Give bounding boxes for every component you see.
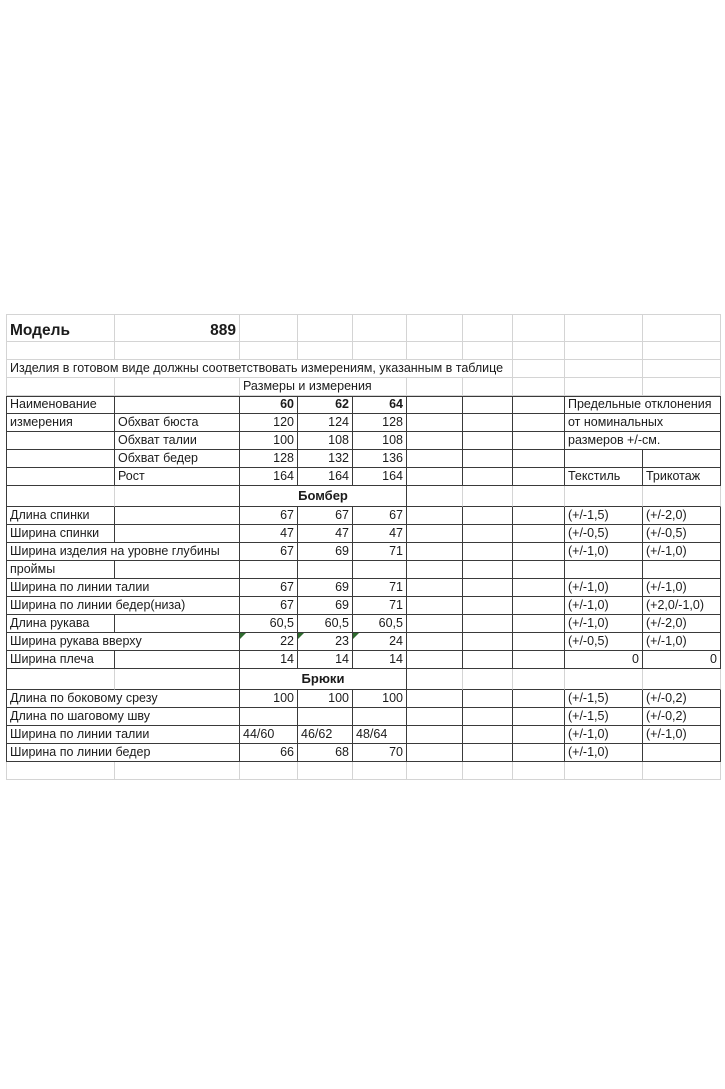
empty-cell[interactable] bbox=[463, 561, 513, 579]
measure-value-cell[interactable]: 100 bbox=[240, 432, 298, 450]
value-cell[interactable]: 14 bbox=[353, 651, 407, 669]
empty-cell[interactable] bbox=[463, 762, 513, 780]
empty-cell[interactable] bbox=[407, 314, 463, 342]
empty-cell[interactable] bbox=[463, 396, 513, 414]
value-cell[interactable]: 14 bbox=[298, 651, 353, 669]
empty-cell[interactable] bbox=[407, 543, 463, 561]
empty-cell[interactable] bbox=[565, 360, 643, 378]
empty-cell[interactable] bbox=[513, 690, 565, 708]
empty-cell[interactable] bbox=[463, 651, 513, 669]
knit-deviation-cell[interactable]: (+/-1,0) bbox=[643, 579, 721, 597]
row-label-cell[interactable]: проймы bbox=[6, 561, 115, 579]
empty-cell[interactable] bbox=[298, 314, 353, 342]
empty-cell[interactable] bbox=[513, 708, 565, 726]
value-cell[interactable]: 46/62 bbox=[298, 726, 353, 744]
empty-cell[interactable] bbox=[463, 342, 513, 360]
empty-cell[interactable] bbox=[565, 378, 643, 396]
empty-cell[interactable] bbox=[407, 615, 463, 633]
value-cell[interactable]: 67 bbox=[353, 507, 407, 525]
textile-deviation-cell[interactable]: (+/-1,5) bbox=[565, 708, 643, 726]
measure-value-cell[interactable]: 164 bbox=[240, 468, 298, 486]
measure-row bbox=[6, 432, 721, 450]
measure-value-cell[interactable]: 132 bbox=[298, 450, 353, 468]
empty-cell[interactable] bbox=[643, 378, 721, 396]
value-cell[interactable]: 22 bbox=[240, 633, 298, 651]
value-cell[interactable]: 47 bbox=[240, 525, 298, 543]
empty-cell[interactable] bbox=[513, 378, 565, 396]
table-row bbox=[6, 561, 721, 579]
empty-cell[interactable] bbox=[463, 507, 513, 525]
empty-cell[interactable] bbox=[6, 669, 115, 690]
empty-cell[interactable] bbox=[407, 432, 463, 450]
textile-deviation-cell[interactable]: (+/-0,5) bbox=[565, 525, 643, 543]
knit-deviation-cell[interactable]: 0 bbox=[643, 651, 721, 669]
empty-cell[interactable] bbox=[407, 525, 463, 543]
row-label-cell[interactable]: Длина спинки bbox=[6, 507, 115, 525]
empty-cell[interactable] bbox=[115, 615, 240, 633]
empty-cell[interactable] bbox=[463, 633, 513, 651]
empty-cell[interactable] bbox=[463, 708, 513, 726]
empty-cell[interactable] bbox=[513, 579, 565, 597]
empty-cell[interactable] bbox=[240, 762, 298, 780]
knit-deviation-cell[interactable]: (+/-2,0) bbox=[643, 615, 721, 633]
knit-deviation-cell[interactable] bbox=[643, 561, 721, 579]
value-cell[interactable]: 60,5 bbox=[240, 615, 298, 633]
empty-cell[interactable] bbox=[463, 579, 513, 597]
empty-cell[interactable] bbox=[513, 726, 565, 744]
empty-cell[interactable] bbox=[240, 342, 298, 360]
row-label-cell[interactable]: Ширина по линии бедер bbox=[6, 744, 240, 762]
row-label-cell[interactable]: Ширина спинки bbox=[6, 525, 115, 543]
table-row bbox=[6, 726, 721, 744]
value-cell[interactable]: 100 bbox=[353, 690, 407, 708]
value-cell[interactable]: 47 bbox=[353, 525, 407, 543]
empty-row bbox=[6, 762, 721, 780]
empty-cell[interactable] bbox=[565, 342, 643, 360]
value-cell[interactable]: 71 bbox=[353, 543, 407, 561]
empty-cell[interactable] bbox=[565, 486, 643, 507]
row-label-cell[interactable]: Ширина изделия на уровне глубины bbox=[6, 543, 240, 561]
empty-cell[interactable] bbox=[115, 561, 240, 579]
empty-cell[interactable] bbox=[115, 525, 240, 543]
row-label-cell[interactable]: Ширина по линии талии bbox=[6, 726, 240, 744]
empty-cell[interactable] bbox=[353, 314, 407, 342]
measure-label-cell[interactable]: Рост bbox=[115, 468, 240, 486]
table-row bbox=[6, 579, 721, 597]
empty-cell[interactable] bbox=[565, 314, 643, 342]
intro-row bbox=[6, 360, 721, 378]
empty-cell[interactable] bbox=[298, 342, 353, 360]
empty-cell[interactable] bbox=[463, 615, 513, 633]
empty-cell[interactable] bbox=[513, 669, 565, 690]
empty-cell[interactable] bbox=[513, 561, 565, 579]
empty-cell[interactable] bbox=[6, 432, 115, 450]
value-cell[interactable]: 71 bbox=[353, 579, 407, 597]
empty-cell[interactable] bbox=[115, 342, 240, 360]
measure-value-cell[interactable]: 124 bbox=[298, 414, 353, 432]
empty-cell[interactable] bbox=[513, 432, 565, 450]
empty-cell[interactable] bbox=[115, 486, 240, 507]
empty-cell[interactable] bbox=[463, 525, 513, 543]
value-cell[interactable]: 14 bbox=[240, 651, 298, 669]
measure-value-cell[interactable]: 164 bbox=[353, 468, 407, 486]
empty-cell[interactable] bbox=[463, 744, 513, 762]
sheet-title-row bbox=[6, 378, 721, 396]
header-name-cell[interactable]: Наименование bbox=[6, 396, 115, 414]
value-cell[interactable] bbox=[298, 561, 353, 579]
textile-deviation-cell[interactable] bbox=[565, 561, 643, 579]
row-label-cell[interactable]: Ширина по линии талии bbox=[6, 579, 240, 597]
empty-cell[interactable] bbox=[407, 486, 463, 507]
knit-deviation-cell[interactable]: (+/-0,5) bbox=[643, 525, 721, 543]
measure-value-cell[interactable]: 108 bbox=[298, 432, 353, 450]
empty-cell[interactable] bbox=[407, 579, 463, 597]
empty-cell[interactable] bbox=[513, 744, 565, 762]
empty-cell[interactable] bbox=[513, 314, 565, 342]
empty-cell[interactable] bbox=[115, 396, 240, 414]
value-cell[interactable]: 67 bbox=[240, 543, 298, 561]
worksheet-grid bbox=[6, 314, 721, 780]
empty-cell[interactable] bbox=[407, 708, 463, 726]
value-cell[interactable]: 100 bbox=[298, 690, 353, 708]
empty-cell[interactable] bbox=[463, 726, 513, 744]
error-indicator-icon bbox=[298, 633, 304, 639]
empty-cell[interactable] bbox=[6, 342, 115, 360]
knit-deviation-cell[interactable]: (+/-0,2) bbox=[643, 708, 721, 726]
table-row bbox=[6, 615, 721, 633]
sheet-title-cell[interactable]: Размеры и измерения bbox=[240, 378, 407, 396]
table-row bbox=[6, 651, 721, 669]
empty-cell[interactable] bbox=[463, 378, 513, 396]
value-cell[interactable]: 71 bbox=[353, 597, 407, 615]
value-cell[interactable]: 24 bbox=[353, 633, 407, 651]
model-label-cell[interactable]: Модель bbox=[6, 314, 115, 342]
measure-row bbox=[6, 450, 721, 468]
value-cell[interactable]: 67 bbox=[240, 597, 298, 615]
textile-deviation-cell[interactable]: 0 bbox=[565, 651, 643, 669]
value-cell[interactable]: 67 bbox=[240, 579, 298, 597]
value-cell[interactable]: 23 bbox=[298, 633, 353, 651]
value-cell[interactable]: 69 bbox=[298, 579, 353, 597]
row-label-cell[interactable]: Длина рукава bbox=[6, 615, 115, 633]
empty-cell[interactable] bbox=[407, 597, 463, 615]
textile-header-cell[interactable]: Текстиль bbox=[565, 468, 643, 486]
empty-cell[interactable] bbox=[115, 762, 240, 780]
textile-deviation-cell[interactable]: (+/-0,5) bbox=[565, 633, 643, 651]
value-cell[interactable]: 47 bbox=[298, 525, 353, 543]
table-row bbox=[6, 633, 721, 651]
empty-cell[interactable] bbox=[115, 378, 240, 396]
error-indicator-icon bbox=[353, 633, 359, 639]
empty-cell[interactable] bbox=[407, 468, 463, 486]
table-row bbox=[6, 597, 721, 615]
header-name-cell[interactable]: измерения bbox=[6, 414, 115, 432]
empty-cell[interactable] bbox=[6, 378, 115, 396]
empty-cell[interactable] bbox=[513, 450, 565, 468]
value-cell[interactable]: 60,5 bbox=[298, 615, 353, 633]
empty-cell[interactable] bbox=[513, 414, 565, 432]
empty-cell[interactable] bbox=[463, 669, 513, 690]
table-row bbox=[6, 543, 721, 561]
empty-cell[interactable] bbox=[513, 633, 565, 651]
error-indicator-icon bbox=[240, 633, 246, 639]
empty-cell[interactable] bbox=[463, 450, 513, 468]
empty-cell[interactable] bbox=[407, 633, 463, 651]
empty-cell[interactable] bbox=[407, 690, 463, 708]
value-cell[interactable]: 66 bbox=[240, 744, 298, 762]
measure-row bbox=[6, 414, 721, 432]
empty-cell[interactable] bbox=[463, 486, 513, 507]
row-label-cell[interactable]: Ширина по линии бедер(низа) bbox=[6, 597, 240, 615]
knit-deviation-cell[interactable]: (+/-1,0) bbox=[643, 726, 721, 744]
table-row bbox=[6, 507, 721, 525]
measure-value-cell[interactable]: 128 bbox=[240, 450, 298, 468]
empty-cell[interactable] bbox=[513, 360, 565, 378]
empty-cell[interactable] bbox=[407, 342, 463, 360]
value-cell[interactable]: 70 bbox=[353, 744, 407, 762]
measure-value-cell[interactable]: 108 bbox=[353, 432, 407, 450]
empty-cell[interactable] bbox=[353, 762, 407, 780]
empty-cell[interactable] bbox=[643, 762, 721, 780]
empty-cell[interactable] bbox=[407, 669, 463, 690]
empty-cell[interactable] bbox=[513, 396, 565, 414]
empty-cell[interactable] bbox=[513, 525, 565, 543]
empty-cell[interactable] bbox=[513, 762, 565, 780]
empty-cell[interactable] bbox=[565, 450, 643, 468]
textile-deviation-cell[interactable]: (+/-1,0) bbox=[565, 597, 643, 615]
empty-cell[interactable] bbox=[643, 360, 721, 378]
empty-cell[interactable] bbox=[463, 468, 513, 486]
deviation-header-cell[interactable]: размеров +/-см. bbox=[565, 432, 721, 450]
deviation-header-cell[interactable]: от номинальных bbox=[565, 414, 721, 432]
header-size-cell[interactable]: 64 bbox=[353, 396, 407, 414]
empty-cell[interactable] bbox=[6, 468, 115, 486]
measure-value-cell[interactable]: 128 bbox=[353, 414, 407, 432]
table-row bbox=[6, 708, 721, 726]
measure-row bbox=[6, 468, 721, 486]
value-cell[interactable]: 100 bbox=[240, 690, 298, 708]
table-row bbox=[6, 525, 721, 543]
header-size-cell[interactable]: 62 bbox=[298, 396, 353, 414]
empty-cell[interactable] bbox=[643, 314, 721, 342]
empty-cell[interactable] bbox=[298, 762, 353, 780]
knit-deviation-cell[interactable]: (+2,0/-1,0) bbox=[643, 597, 721, 615]
empty-cell[interactable] bbox=[513, 486, 565, 507]
textile-deviation-cell[interactable]: (+/-1,0) bbox=[565, 726, 643, 744]
empty-cell[interactable] bbox=[565, 762, 643, 780]
empty-cell[interactable] bbox=[643, 342, 721, 360]
empty-cell[interactable] bbox=[407, 651, 463, 669]
value-cell[interactable] bbox=[353, 561, 407, 579]
row-label-cell[interactable]: Длина по шаговому шву bbox=[6, 708, 240, 726]
value-cell[interactable]: 60,5 bbox=[353, 615, 407, 633]
measure-value-cell[interactable]: 120 bbox=[240, 414, 298, 432]
value-cell[interactable] bbox=[298, 708, 353, 726]
empty-cell[interactable] bbox=[407, 396, 463, 414]
measure-label-cell[interactable]: Обхват талии bbox=[115, 432, 240, 450]
empty-cell[interactable] bbox=[407, 762, 463, 780]
empty-cell[interactable] bbox=[463, 432, 513, 450]
empty-cell[interactable] bbox=[115, 669, 240, 690]
empty-cell[interactable] bbox=[407, 726, 463, 744]
empty-cell[interactable] bbox=[407, 744, 463, 762]
textile-deviation-cell[interactable]: (+/-1,0) bbox=[565, 543, 643, 561]
empty-cell[interactable] bbox=[6, 762, 115, 780]
knit-deviation-cell[interactable]: (+/-0,2) bbox=[643, 690, 721, 708]
empty-cell[interactable] bbox=[643, 486, 721, 507]
value-cell[interactable]: 67 bbox=[240, 507, 298, 525]
model-row bbox=[6, 314, 721, 342]
empty-cell[interactable] bbox=[407, 378, 463, 396]
textile-deviation-cell[interactable]: (+/-1,0) bbox=[565, 579, 643, 597]
knit-header-cell[interactable]: Трикотаж bbox=[643, 468, 721, 486]
section-title-row bbox=[6, 669, 721, 690]
knit-deviation-cell[interactable]: (+/-1,0) bbox=[643, 633, 721, 651]
empty-cell[interactable] bbox=[6, 486, 115, 507]
empty-cell[interactable] bbox=[513, 543, 565, 561]
textile-deviation-cell[interactable]: (+/-1,0) bbox=[565, 615, 643, 633]
header-size-cell[interactable]: 60 bbox=[240, 396, 298, 414]
empty-cell[interactable] bbox=[513, 615, 565, 633]
section-title-cell[interactable]: Бомбер bbox=[240, 486, 407, 507]
empty-cell[interactable] bbox=[463, 414, 513, 432]
row-label-cell[interactable]: Длина по боковому срезу bbox=[6, 690, 240, 708]
empty-cell[interactable] bbox=[513, 342, 565, 360]
table-row bbox=[6, 744, 721, 762]
value-cell[interactable]: 69 bbox=[298, 597, 353, 615]
empty-cell[interactable] bbox=[463, 597, 513, 615]
empty-cell[interactable] bbox=[565, 669, 643, 690]
empty-cell[interactable] bbox=[463, 543, 513, 561]
empty-cell[interactable] bbox=[115, 651, 240, 669]
empty-cell[interactable] bbox=[513, 651, 565, 669]
value-cell[interactable] bbox=[240, 561, 298, 579]
knit-deviation-cell[interactable] bbox=[643, 744, 721, 762]
knit-deviation-cell[interactable]: (+/-1,0) bbox=[643, 543, 721, 561]
value-cell[interactable]: 69 bbox=[298, 543, 353, 561]
measure-value-cell[interactable]: 136 bbox=[353, 450, 407, 468]
empty-cell[interactable] bbox=[240, 314, 298, 342]
model-number-cell[interactable]: 889 bbox=[115, 314, 240, 342]
empty-cell[interactable] bbox=[407, 507, 463, 525]
textile-deviation-cell[interactable]: (+/-1,5) bbox=[565, 507, 643, 525]
empty-cell[interactable] bbox=[643, 669, 721, 690]
section-title-cell[interactable]: Брюки bbox=[240, 669, 407, 690]
table-row bbox=[6, 690, 721, 708]
knit-deviation-cell[interactable]: (+/-2,0) bbox=[643, 507, 721, 525]
section-title-row bbox=[6, 486, 721, 507]
empty-cell[interactable] bbox=[643, 450, 721, 468]
row-label-cell[interactable]: Ширина рукава вверху bbox=[6, 633, 240, 651]
empty-cell[interactable] bbox=[6, 450, 115, 468]
empty-cell[interactable] bbox=[407, 450, 463, 468]
value-cell[interactable]: 67 bbox=[298, 507, 353, 525]
value-cell[interactable]: 68 bbox=[298, 744, 353, 762]
value-cell[interactable]: 48/64 bbox=[353, 726, 407, 744]
measure-label-cell[interactable]: Обхват бюста bbox=[115, 414, 240, 432]
empty-cell[interactable] bbox=[407, 414, 463, 432]
value-cell[interactable]: 44/60 bbox=[240, 726, 298, 744]
empty-cell[interactable] bbox=[115, 507, 240, 525]
deviation-header-cell[interactable]: Предельные отклонения bbox=[565, 396, 721, 414]
textile-deviation-cell[interactable]: (+/-1,0) bbox=[565, 744, 643, 762]
row-label-cell[interactable]: Ширина плеча bbox=[6, 651, 115, 669]
measure-label-cell[interactable]: Обхват бедер bbox=[115, 450, 240, 468]
empty-cell[interactable] bbox=[513, 597, 565, 615]
empty-cell[interactable] bbox=[463, 314, 513, 342]
empty-cell[interactable] bbox=[513, 468, 565, 486]
value-cell[interactable] bbox=[353, 708, 407, 726]
textile-deviation-cell[interactable]: (+/-1,5) bbox=[565, 690, 643, 708]
measure-value-cell[interactable]: 164 bbox=[298, 468, 353, 486]
empty-cell[interactable] bbox=[513, 507, 565, 525]
empty-row bbox=[6, 342, 721, 360]
table-header-row bbox=[6, 396, 721, 414]
empty-cell[interactable] bbox=[353, 342, 407, 360]
empty-cell[interactable] bbox=[463, 690, 513, 708]
value-cell[interactable] bbox=[240, 708, 298, 726]
empty-cell[interactable] bbox=[407, 561, 463, 579]
intro-text-cell[interactable]: Изделия в готовом виде должны соответствовать измерениям, указанным в таблице bbox=[6, 360, 513, 378]
